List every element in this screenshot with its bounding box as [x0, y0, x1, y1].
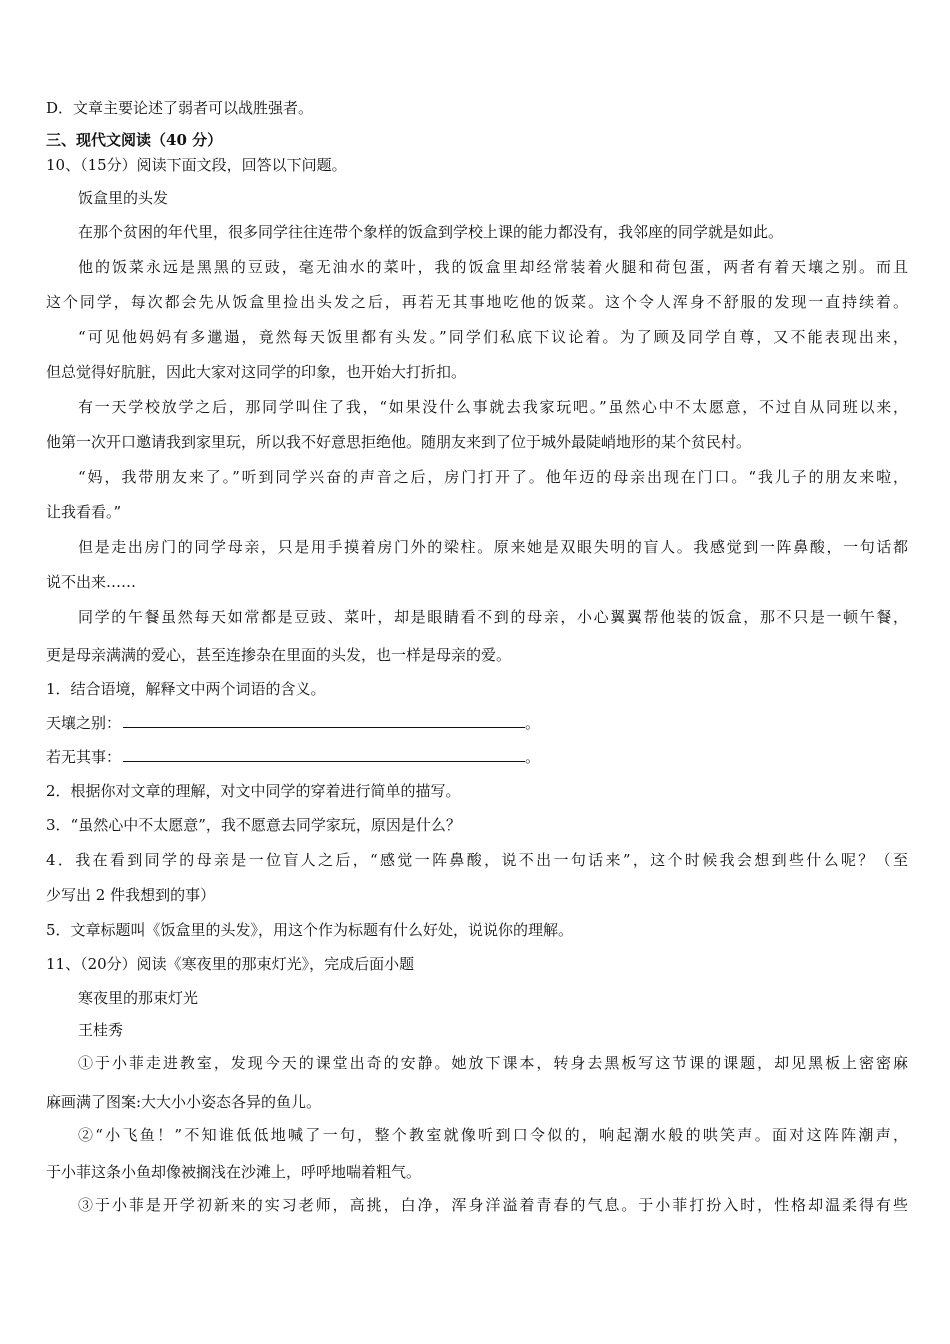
paragraph-7-line-1: 同学的午餐虽然每天如常都是豆豉、菜叶，却是眼睛看不到的母亲，小心翼翼帮他装的饭盒，那不只是一顿午餐，	[78, 608, 908, 626]
passage-2-para-3-line-1: ③于小菲是开学初新来的实习老师，高挑，白净，浑身洋溢着青春的气息。于小菲打扮入时，性格却温柔得有些	[78, 1196, 908, 1214]
subquestion-4-line-2: 少写出 2 件我想到的事）	[46, 886, 216, 904]
paragraph-7-line-2: 更是母亲满满的爱心，甚至连掺杂在里面的头发，也一样是母亲的爱。	[46, 646, 512, 664]
answer-blank-2[interactable]	[123, 747, 525, 762]
paragraph-5-line-2: 让我看看。”	[46, 503, 122, 521]
term-2-period: 。	[525, 748, 541, 766]
paragraph-3-line-1: “可见他妈妈有多邋遢，竟然每天饭里都有头发。”同学们私底下议论着。为了顾及同学自尊，又不能表现出来，	[78, 328, 908, 346]
passage-2-para-1-line-2: 麻画满了图案:大大小小姿态各异的鱼儿。	[46, 1093, 322, 1111]
subquestion-5: 5．文章标题叫《饭盒里的头发》，用这个作为标题有什么好处，说说你的理解。	[46, 921, 574, 939]
paragraph-2-line-2: 这个同学，每次都会先从饭盒里捡出头发之后，再若无其事地吃他的饭菜。这个令人浑身不舒服的发现一直持续着。	[46, 293, 908, 311]
paragraph-4-line-2: 他第一次开口邀请我到家里玩，所以我不好意思拒绝他。随朋友来到了位于城外最陡峭地形的某个贫民村。	[46, 433, 752, 451]
paragraph-6-line-2: 说不出来……	[46, 573, 137, 591]
passage-title: 饭盒里的头发	[78, 189, 169, 207]
term-2-label: 若无其事：	[46, 748, 122, 766]
subquestion-3: 3．“虽然心中不太愿意”，我不愿意去同学家玩，原因是什么？	[46, 816, 461, 834]
paragraph-1: 在那个贫困的年代里，很多同学往往连带个象样的饭盒到学校上课的能力都没有，我邻座的同学就是如此。	[78, 223, 784, 241]
section-heading: 三、现代文阅读（40 分）	[46, 131, 223, 149]
subquestion-1: 1．结合语境，解释文中两个词语的含义。	[46, 680, 326, 698]
paragraph-4-line-1: 有一天学校放学之后，那同学叫住了我，“如果没什么事就去我家玩吧。”虽然心中不太愿意，不过自从同班以来，	[78, 398, 908, 416]
term-2-row	[46, 747, 540, 767]
paragraph-2-line-1: 他的饭菜永远是黑黑的豆豉，毫无油水的菜叶，我的饭盒里却经常装着火腿和荷包蛋，两者有着天壤之别。而且	[78, 258, 908, 276]
term-1-period: 。	[525, 714, 541, 732]
subquestion-4-line-1: 4．我在看到同学的母亲是一位盲人之后，“感觉一阵鼻酸，说不出一句话来”，这个时候我会想到些什么呢？（至	[46, 851, 908, 869]
question-10-header: 10、（15分）阅读下面文段，回答以下问题。	[46, 156, 347, 174]
answer-blank-1[interactable]	[123, 713, 525, 728]
option-d: D．文章主要论述了弱者可以战胜强者。	[46, 99, 314, 117]
passage-2-title: 寒夜里的那束灯光	[78, 989, 199, 1007]
term-1-label: 天壤之别：	[46, 714, 122, 732]
paragraph-5-line-1: “妈，我带朋友来了。”听到同学兴奋的声音之后，房门打开了。他年迈的母亲出现在门口。“我儿子的朋友来啦，	[78, 468, 908, 486]
passage-2-para-2-line-2: 于小菲这条小鱼却像被搁浅在沙滩上，呼呼地喘着粗气。	[46, 1163, 422, 1181]
paragraph-3-line-2: 但总觉得好肮脏，因此大家对这同学的印象，也开始大打折扣。	[46, 363, 467, 381]
term-1-row	[46, 713, 540, 733]
passage-2-para-1-line-1: ①于小菲走进教室，发现今天的课堂出奇的安静。她放下课本，转身去黑板写这节课的课题，却见黑板上密密麻	[78, 1054, 908, 1072]
passage-2-para-2-line-1: ②“小飞鱼！”不知谁低低地喊了一句，整个教室就像听到口令似的，响起潮水般的哄笑声。面对这阵阵潮声，	[78, 1126, 908, 1144]
subquestion-2: 2．根据你对文章的理解，对文中同学的穿着进行简单的描写。	[46, 782, 461, 800]
passage-2-author: 王桂秀	[78, 1021, 124, 1039]
question-11-header: 11、（20分）阅读《寒夜里的那束灯光》，完成后面小题	[46, 955, 415, 973]
paragraph-6-line-1: 但是走出房门的同学母亲，只是用手摸着房门外的梁柱。原来她是双眼失明的盲人。我感觉到一阵鼻酸，一句话都	[78, 538, 908, 556]
